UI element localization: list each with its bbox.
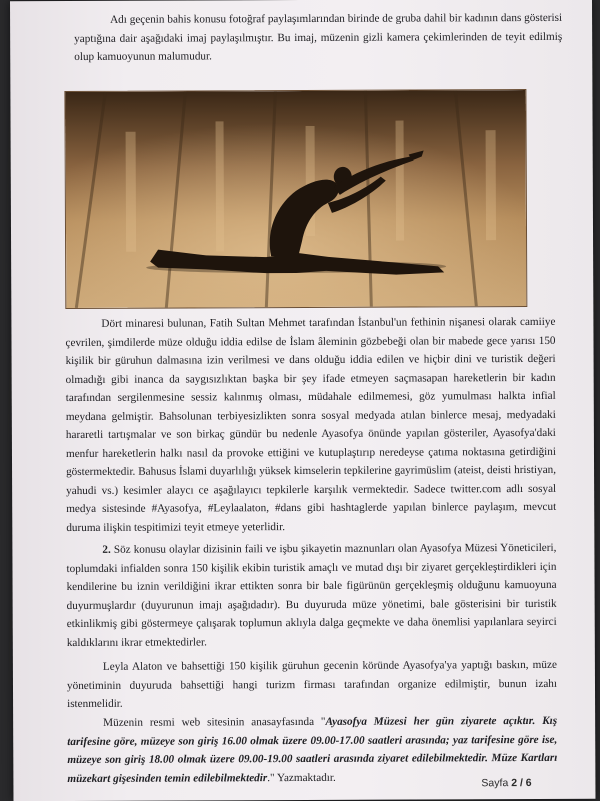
paragraph-2 — [65, 313, 556, 537]
paragraph-4-text: Leyla Alaton ve bahsettiği 150 kişilik güruhun gecenin köründe Ayasofya'ya yaptığı baskın, müze yönetiminin duyuruda bahsettiği hangi turizm firması tarafından organize edilmiştir, bunun izahı istenmelidir. — [66, 658, 558, 711]
paragraph-3 — [66, 539, 556, 652]
paragraph-5-intro: Müzenin resmi web sitesinin anasayfasında " — [103, 715, 326, 729]
website-quote: Ayasofya Müzesi her gün ziyarete açıktır. Kış tarifesine göre, müzeye son giriş 16.00 olmak üzere 09.00-17.00 saatleri arasında; yaz tarifesine göre ise, müzeye son giriş 18.00 olmak üzere 09.00-19.00 saatleri arasında ziyaret edilebilmektedir. Müze Kartları müzekart gişesinden temin edilebilmektedir — [67, 714, 558, 785]
paragraph-4 — [67, 656, 557, 714]
paragraph-1-text: Adı geçenin bahis konusu fotoğraf paylaşımlarından birinde de gruba dahil bir kadının dans gösterisi yaptığına dair aşağıdaki imaj paylaşılmıştır. Bu imaj, müzenin gizli kamera çekimlerinden de teyit edilmiş olup kamuoyunun malumudur. — [74, 11, 563, 63]
page-count: 2 / 6 — [511, 777, 532, 790]
page-label: Sayfa — [481, 777, 509, 790]
document-page — [10, 0, 595, 801]
dancer-silhouette-image — [65, 90, 526, 308]
page-number — [481, 777, 531, 789]
paragraph-2-text: Dört minaresi bulunan, Fatih Sultan Mehmet tarafından İstanbul'un fethinin nişanesi olarak camiiye çevrilen, şimdilerde müze olduğu iddia edilse de İslam âleminin gözbebeği olan bir mabede gece yarısı 150 kişilik bir güruhun dalmasına izin verilmesi ve dans olduğu iddia edilen ve hiçbir dini ve turistik değeri olmadığı gibi inanca da saygısızlıktan başka bir şey ifade etmeyen saçmasapan hareketlerin bir kadın tarafından sergilenmesine sessiz kalınmış olması, müdahale edilmemesi, göz yumulması halkta infial meydana gelmiştir. Bahsolunan terbiyesizlikten sonra sosyal medyada atılan binlerce mesaj, medyadaki hararetli tartışmalar ve son birkaç gündür bu nedenle Ayasofya önünde yapılan gösteriler, Ayasofya'daki menfur hareketlerin halkı nasıl da provoke ettiğini ve kutuplaştırıp neredeyse çatıma noktasına getirdiğini göstermektedir. Bahusus İslami duyarlılığı yüksek kimselerin tepkilerine gayrimüslim (ateist, deisti hristiyan, yahudi vs.) kesimler alaycı ce aşağılayıcı tepkilerle karşılık vermektedir. Sadece twitter.com adlı sosyal medya sistesinde #Ayasofya, #Leylaalaton, #dans gibi hashtaglerde yapılan binlerce paylaşım, mevcut duruma ilişkin tespitimizi teyit etmeye yeterlidir. — [65, 315, 557, 534]
paragraph-5-outro: ." Yazmaktadır. — [267, 771, 336, 784]
dance-photo — [64, 89, 527, 309]
paragraph-3-text: Söz konusu olaylar dizisinin faili ve işbu şikayetin maznunları olan Ayasofya Müzesi Yöneticileri, toplumdaki infialden sonra 150 kişilik ekibin turistik amaçlı ve mutad dışı bir ziyaret gerçekleştirdikleri için kendilerine bu iznin verildiğini ikrar ettikten sonra bir bale figürünün gerçekleşmiş olduğunu kamuoyuna duyurmuşlardır (duyurunun imajı aşağıdadır). Bu duyuruda müze yönetimi, bale gösterisini bir turistik etkinlikmiş gibi göstermeye çalışarak toplumun aklıyla dalga geçmekte ve daha önemlisi yapılanlara seyirci kaldıklarını ikrar etmektedirler. — [66, 541, 557, 649]
paragraph-1 — [74, 9, 562, 67]
paragraph-number: 2. — [102, 543, 111, 556]
